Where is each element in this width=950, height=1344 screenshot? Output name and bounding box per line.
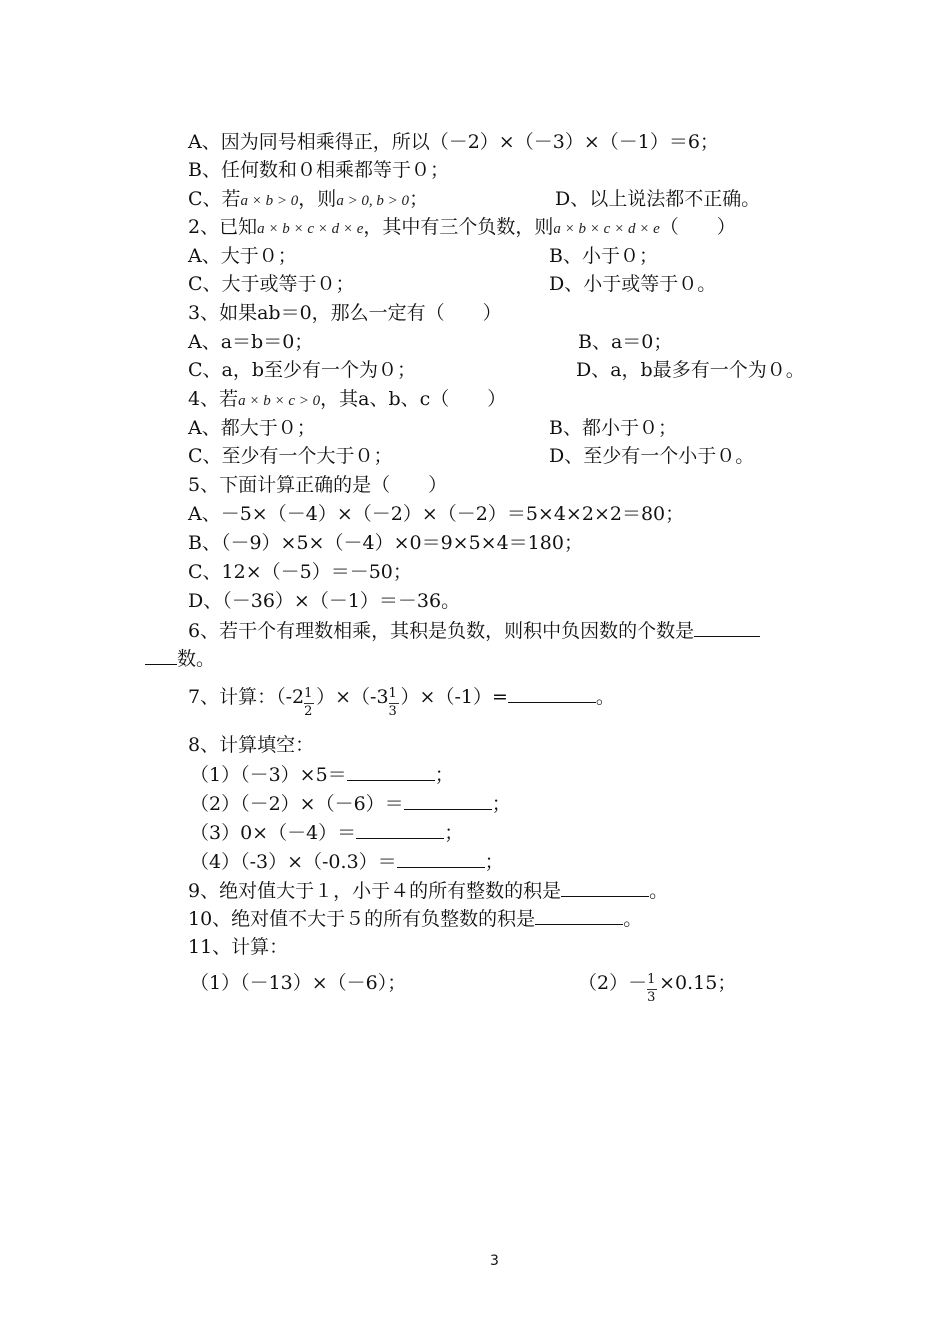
q4-stem-suffix: ，其a、b、c（ ） — [320, 388, 507, 410]
q9-line — [188, 878, 668, 903]
q9-suffix: 。 — [649, 880, 669, 902]
q8-item-2-text: （2）（－2）×（－6）＝ — [190, 793, 404, 815]
q1-option-c-expression: a × b > 0 — [240, 193, 299, 209]
q8-item-2-answer-blank[interactable] — [404, 791, 492, 810]
q10-suffix: 。 — [623, 908, 643, 930]
q3-option-a: A、a＝b＝0； — [188, 331, 314, 353]
q1-option-c-prefix: C、若 — [188, 188, 241, 210]
q9-answer-blank[interactable] — [561, 878, 649, 897]
q4-option-d: D、至少有一个小于０。 — [549, 445, 755, 467]
q8-item-1-suffix: ； — [434, 764, 454, 786]
q2-option-c: C、大于或等于０； — [188, 273, 355, 295]
q7-fraction-2-numerator: 1 — [388, 686, 397, 701]
q11-item-2-fraction-denominator: 3 — [647, 990, 656, 1005]
q5-option-d: D、（－36）×（－1）＝－36。 — [188, 590, 461, 612]
q8-item-3-suffix: ； — [444, 822, 464, 844]
q6-line-1 — [188, 618, 760, 643]
q2-option-b: B、小于０； — [549, 245, 658, 267]
q8-item-2 — [190, 791, 511, 816]
q8-item-3-text: （3）0×（－4）＝ — [190, 822, 357, 844]
q4-expression: a × b × c > 0 — [238, 393, 321, 409]
q1-option-c — [188, 187, 428, 213]
q8-item-4 — [190, 849, 504, 874]
q7-mid-1: ）×（-3 — [316, 686, 389, 708]
q1-option-a: A、因为同号相乘得正，所以（－2）×（－3）×（－1）＝6； — [188, 131, 719, 153]
q3-option-c: C、a，b至少有一个为０； — [188, 359, 417, 381]
q5-option-c: C、12×（－5）＝－50； — [188, 561, 412, 583]
q11-item-2-suffix: ×0.15； — [659, 972, 737, 994]
page-number: 3 — [490, 1253, 499, 1269]
q8-item-1 — [190, 762, 454, 787]
q5-option-b: B、（－9）×5×（－4）×0＝9×5×4＝180； — [188, 532, 583, 554]
q6-answer-blank-2[interactable] — [145, 646, 177, 665]
q3-option-b: B、a＝0； — [578, 331, 673, 353]
q10-line — [188, 906, 642, 931]
q2-stem-mid: ，其中有三个负数，则 — [363, 216, 554, 238]
q8-item-4-suffix: ； — [484, 851, 504, 873]
q4-stem — [188, 387, 506, 413]
q7-fraction-2-denominator: 3 — [388, 704, 397, 719]
q11-item-1: （1）（－13）×（－6）； — [190, 972, 407, 994]
q7-fraction-1-numerator: 1 — [304, 686, 313, 701]
q8-item-1-answer-blank[interactable] — [347, 762, 435, 781]
q2-stem-suffix: （ ） — [659, 216, 736, 238]
q4-option-b: B、都小于０； — [549, 417, 677, 439]
q11-stem: 11、计算： — [188, 936, 289, 958]
q2-option-d: D、小于或等于０。 — [549, 273, 717, 295]
q4-option-c: C、至少有一个大于０； — [188, 445, 393, 467]
q5-stem: 5、下面计算正确的是（ ） — [188, 474, 448, 496]
q10-text: 10、绝对值不大于５的所有负整数的积是 — [188, 908, 536, 930]
q7-fraction-1-denominator: 2 — [304, 704, 313, 719]
q3-option-d: D、a，b最多有一个为０。 — [576, 359, 805, 381]
q7-suffix: 。 — [595, 686, 615, 708]
q10-answer-blank[interactable] — [535, 906, 623, 925]
q6-answer-blank-1[interactable] — [694, 618, 760, 637]
q11-item-2-fraction-numerator: 1 — [647, 972, 656, 987]
q6-text: 6、若干个有理数相乘，其积是负数，则积中负因数的个数是 — [188, 620, 695, 642]
q8-item-3 — [190, 820, 463, 845]
q11-item-2-prefix: （2）－ — [578, 972, 648, 994]
q1-option-c-expression-2: a > 0, b > 0 — [336, 193, 410, 209]
q7-mid-2: ）×（-1）= — [400, 686, 508, 708]
q2-stem-prefix: 2、已知 — [188, 216, 258, 238]
q8-item-4-answer-blank[interactable] — [397, 849, 485, 868]
q9-text: 9、绝对值大于１，小于４的所有整数的积是 — [188, 880, 562, 902]
q8-item-2-suffix: ； — [491, 793, 511, 815]
q3-stem: 3、如果ab＝0，那么一定有（ ） — [188, 302, 502, 324]
q7-line — [188, 684, 615, 719]
q8-item-1-text: （1）（－3）×5＝ — [190, 764, 347, 786]
q6-line-2 — [145, 646, 215, 671]
q1-option-d: D、以上说法都不正确。 — [555, 188, 761, 210]
q8-item-4-text: （4）（-3）×（-0.3）＝ — [190, 851, 397, 873]
q6-suffix: 数。 — [177, 648, 216, 670]
q7-answer-blank[interactable] — [508, 684, 596, 703]
q7-prefix: 7、计算：（-2 — [188, 686, 305, 708]
q1-option-c-suffix: ； — [409, 188, 429, 210]
q1-option-c-mid: ，则 — [298, 188, 337, 210]
q5-option-a: A、－5×（－4）×（－2）×（－2）＝5×4×2×2＝80； — [188, 503, 685, 525]
q8-item-3-answer-blank[interactable] — [356, 820, 444, 839]
q1-option-b: B、任何数和０相乘都等于０； — [188, 159, 449, 181]
q2-option-a: A、大于０； — [188, 245, 297, 267]
q8-stem: 8、计算填空： — [188, 734, 315, 756]
q2-stem — [188, 215, 736, 241]
q4-stem-prefix: 4、若 — [188, 388, 239, 410]
q4-option-a: A、都大于０； — [188, 417, 316, 439]
q2-expression-2: a × b × c × d × e — [553, 221, 660, 237]
q2-expression: a × b × c × d × e — [257, 221, 364, 237]
q11-item-2 — [578, 971, 737, 1005]
